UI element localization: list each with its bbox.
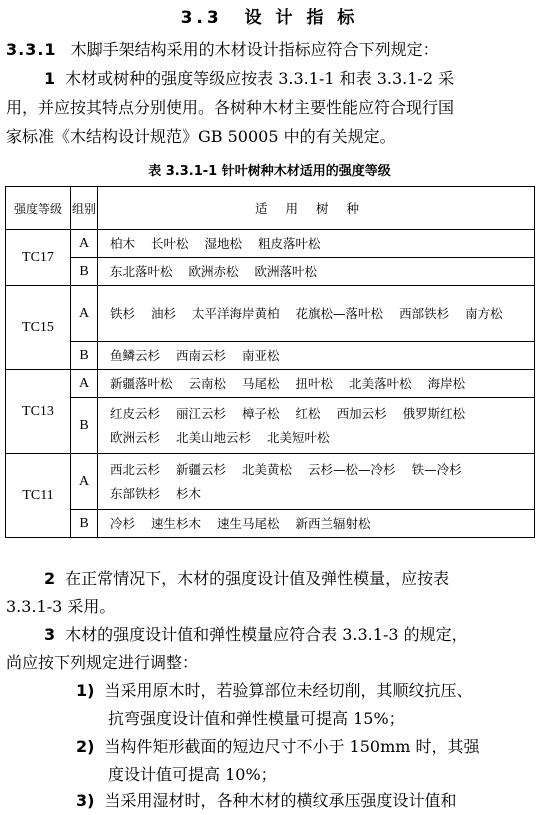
species-name: 东部铁杉	[110, 485, 161, 501]
header-group: 组别	[71, 187, 98, 230]
species-name: 油杉	[151, 305, 177, 321]
species-name: 云南松	[188, 375, 227, 391]
section-title: 设 计 指 标	[244, 8, 359, 28]
species-name: 丽江云杉	[176, 405, 227, 421]
species-name: 北美山地云杉	[176, 429, 252, 445]
species-name: 冷杉	[110, 515, 136, 531]
group-cell: A	[71, 454, 98, 510]
species-name: 西南云杉	[176, 347, 227, 363]
species-cell	[98, 398, 535, 454]
table-row	[6, 230, 535, 258]
species-name: 欧洲落叶松	[254, 263, 318, 279]
species-name: 柏木	[110, 235, 136, 251]
item-1-text: 木材或树种的强度等级应按表 3.3.1-1 和表 3.3.1-2 采	[65, 69, 455, 88]
species-name: 新疆落叶松	[110, 375, 173, 391]
species-cell	[98, 286, 535, 342]
item-1-line-1	[44, 65, 454, 93]
species-cell	[98, 342, 535, 370]
species-name: 欧洲云杉	[110, 429, 161, 445]
group-cell: B	[71, 258, 98, 286]
item-1-line-3: 家标准《木结构设计规范》GB 50005 中的有关规定。	[6, 127, 396, 146]
species-name: 北美落叶松	[349, 375, 412, 391]
species-cell	[98, 258, 535, 286]
clause-intro	[6, 36, 439, 64]
species-name: 杉木	[176, 485, 202, 501]
species-name: 红皮云杉	[110, 405, 161, 421]
species-name: 花旗松—落叶松	[295, 305, 384, 321]
subitem-2-text: 当构件矩形截面的短边尺寸不小于 150mm 时，其强	[104, 737, 480, 756]
group-cell: A	[71, 370, 98, 398]
species-name: 湿地松	[204, 235, 243, 251]
group-cell: B	[71, 342, 98, 370]
item-2-line-1	[44, 565, 449, 593]
subitem-1-line-1	[76, 677, 472, 705]
item-2-text: 在正常情况下，木材的强度设计值及弹性模量，应按表	[65, 569, 450, 588]
species-name: 欧洲赤松	[188, 263, 239, 279]
subitem-2-line-2: 度设计值可提高 10%；	[108, 765, 277, 784]
species-name: 红松	[295, 405, 321, 421]
subitem-1-text: 当采用原木时，若验算部位未经切削，其顺纹抗压、	[104, 681, 473, 700]
group-cell: B	[71, 510, 98, 538]
species-name: 海岸松	[427, 375, 466, 391]
clause-number: 3.3.1	[6, 40, 57, 59]
species-cell	[98, 510, 535, 538]
item-3-number: 3	[44, 625, 56, 644]
species-name: 铁杉	[110, 305, 136, 321]
species-name: 东北落叶松	[110, 263, 173, 279]
species-name: 铁—冷杉	[411, 461, 462, 477]
table-caption: 表 3.3.1-1 针叶树种木材适用的强度等级	[148, 164, 391, 179]
item-2-line-2: 3.3.1-3 采用。	[6, 597, 116, 616]
grade-cell: TC11	[6, 454, 71, 538]
species-name: 速生杉木	[151, 515, 202, 531]
species-name: 扭叶松	[295, 375, 334, 391]
section-number: 3.3	[180, 8, 223, 28]
species-name: 马尾松	[242, 375, 280, 391]
subitem-3-text: 当采用湿材时，各种木材的横纹承压强度设计值和	[104, 791, 457, 810]
item-3-line-2: 尚应按下列规定进行调整：	[6, 653, 199, 672]
species-name: 太平洋海岸黄柏	[192, 305, 280, 321]
species-name: 鱼鳞云杉	[110, 347, 161, 363]
species-name: 西部铁杉	[399, 305, 450, 321]
header-grade: 强度等级	[6, 187, 71, 230]
species-name: 樟子松	[242, 405, 280, 421]
species-name: 速生马尾松	[217, 515, 280, 531]
strength-grade-table	[5, 186, 535, 538]
group-cell: A	[71, 286, 98, 342]
subitem-1-number: 1)	[76, 681, 95, 700]
table-header-row	[6, 187, 535, 230]
item-3-text: 木材的强度设计值和弹性模量应符合表 3.3.1-3 的规定，	[65, 625, 468, 644]
table-row	[6, 510, 535, 538]
species-name: 南亚松	[242, 347, 280, 363]
subitem-2-line-1	[76, 733, 480, 761]
grade-cell: TC15	[6, 286, 71, 370]
species-name: 俄罗斯红松	[402, 405, 466, 421]
species-name: 云杉—松—冷杉	[308, 461, 396, 477]
subitem-3-line-1	[76, 787, 456, 815]
group-cell: B	[71, 398, 98, 454]
group-cell: A	[71, 230, 98, 258]
subitem-2-number: 2)	[76, 737, 95, 756]
table-row	[6, 398, 535, 454]
subitem-1-line-2: 抗弯强度设计值和弹性模量可提高 15%；	[108, 709, 405, 728]
species-name: 南方松	[465, 305, 503, 321]
table-row	[6, 370, 535, 398]
item-2-number: 2	[44, 569, 56, 588]
species-name: 北美短叶松	[267, 429, 330, 445]
item-3-line-1	[44, 621, 468, 649]
section-heading	[0, 3, 539, 28]
grade-cell: TC17	[6, 230, 71, 286]
species-name: 长叶松	[151, 235, 189, 251]
species-cell	[98, 370, 535, 398]
item-1-number: 1	[44, 69, 56, 88]
species-cell	[98, 230, 535, 258]
species-name: 北美黄松	[242, 461, 293, 477]
species-name: 新疆云杉	[176, 461, 227, 477]
header-species	[98, 187, 535, 230]
table-row	[6, 342, 535, 370]
species-name: 粗皮落叶松	[258, 235, 321, 251]
grade-cell: TC13	[6, 370, 71, 454]
table-row	[6, 258, 535, 286]
header-species-text: 适用树种	[254, 201, 377, 216]
table-row	[6, 454, 535, 510]
species-cell	[98, 454, 535, 510]
clause-intro-text: 木脚手架结构采用的木材设计指标应符合下列规定：	[70, 40, 439, 59]
species-name: 新西兰辐射松	[295, 515, 371, 531]
species-name: 西北云杉	[110, 461, 161, 477]
table-row	[6, 286, 535, 342]
item-1-line-2: 用，并应按其特点分别使用。各树种木材主要性能应符合现行国	[6, 98, 455, 117]
species-name: 西加云杉	[336, 405, 387, 421]
subitem-3-number: 3)	[76, 791, 95, 810]
